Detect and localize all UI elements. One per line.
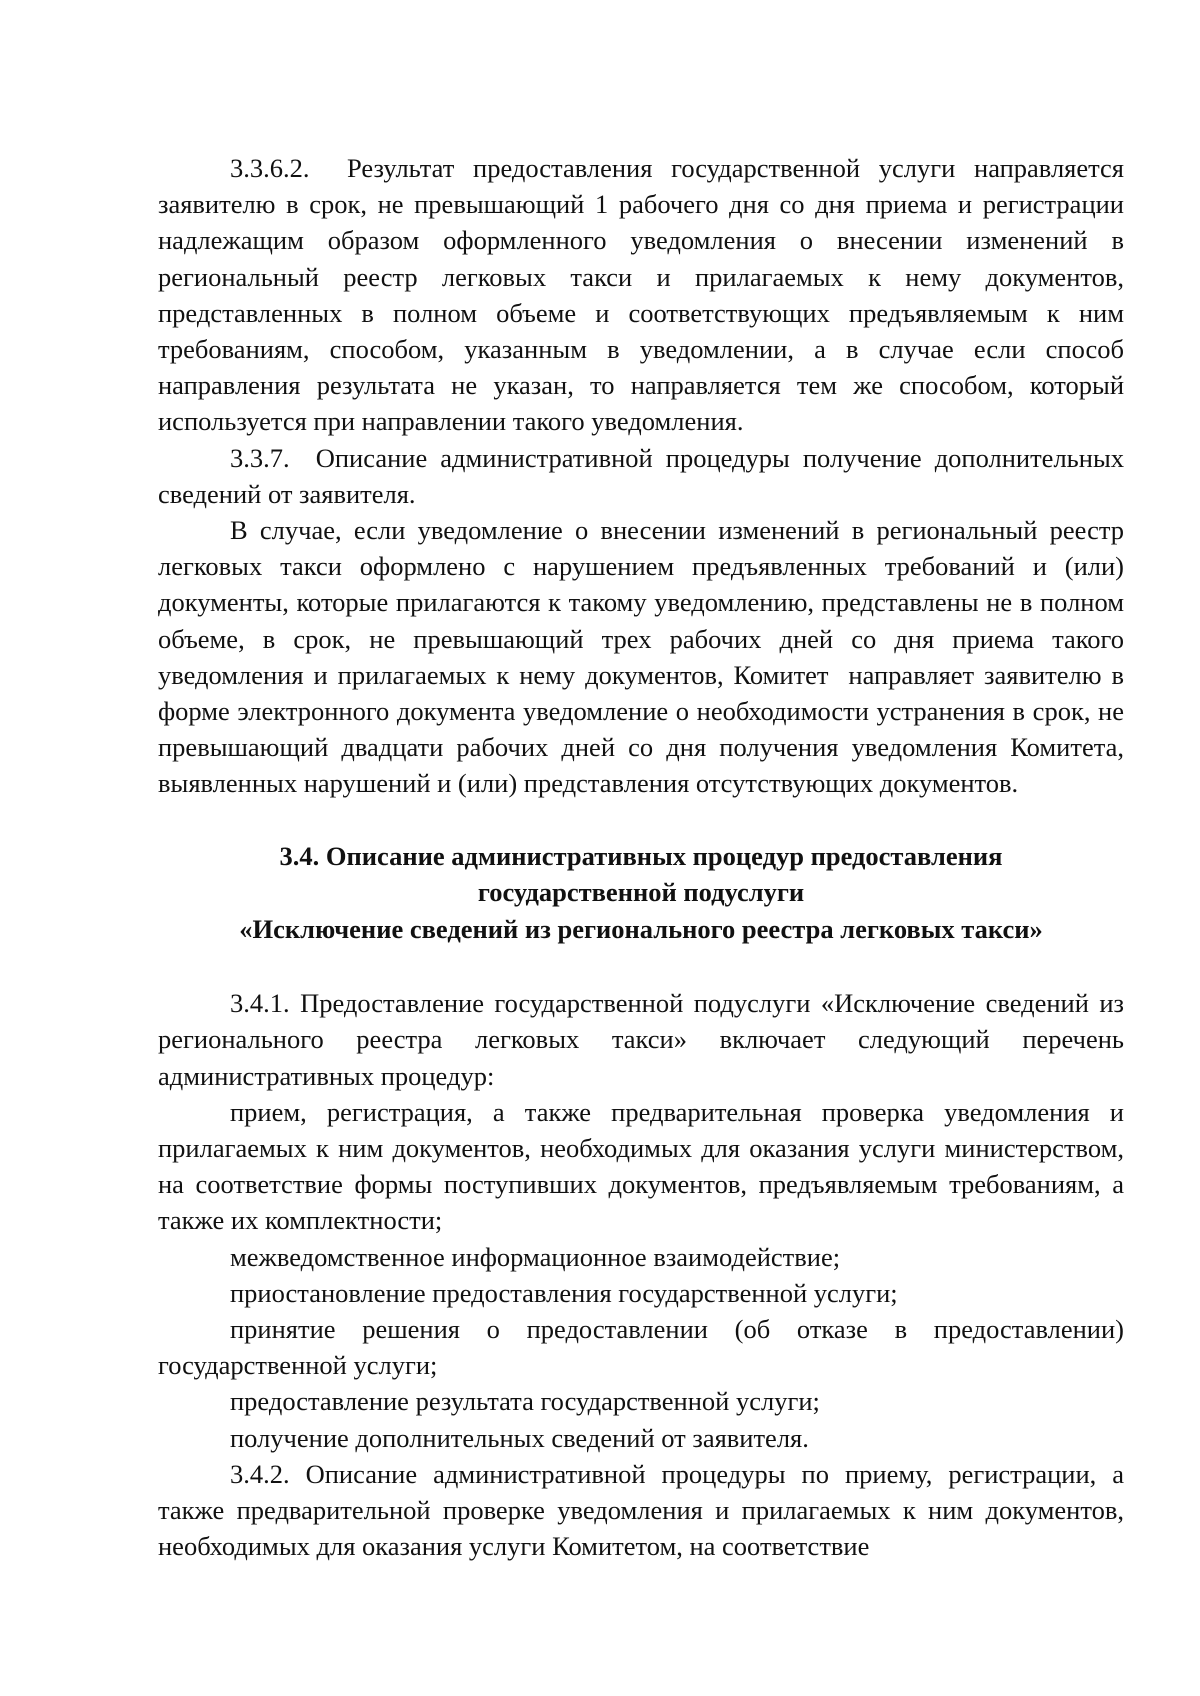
section-heading-3-4 <box>158 838 1124 948</box>
list-item-interagency: межведомственное информационное взаимодействие; <box>230 1241 841 1272</box>
paragraph-3-3-7: 3.3.7. Описание административной процедуры получение дополнительных сведений от заявителя. <box>158 442 1124 509</box>
list-item-suspension: приостановление предоставления государственной услуги; <box>230 1277 898 1308</box>
paragraph-3-3-7-body: В случае, если уведомление о внесении изменений в региональный реестр легковых такси оформлено с нарушением предъявленных требований и (или) документы, которые прилагаются к такому уведомлению, представлены не в полном объеме, в срок, не превышающий трех рабочих дней со дня приема такого уведомления и прилагаемых к нему документов, Комитет направляет заявителю в форме электронного документа уведомление о необходимости устранения в срок, не превышающий двадцати рабочих дней со дня получения уведомления Комитета, выявленных нарушений и (или) представления отсутствующих документов. <box>158 515 1124 799</box>
list-item-additional-info: получение дополнительных сведений от заявителя. <box>230 1422 809 1453</box>
list-item-result: предоставление результата государственной услуги; <box>230 1386 820 1417</box>
heading-line-1: 3.4. Описание административных процедур предоставления <box>279 840 1003 871</box>
heading-line-2: государственной подуслуги <box>477 877 805 908</box>
list-item-decision: принятие решения о предоставлении (об отказе в предоставлении) государственной услуги; <box>158 1313 1124 1381</box>
paragraph-3-4-2: 3.4.2. Описание административной процедуры по приему, регистрации, а также предварительной проверке уведомления и прилагаемых к ним документов, необходимых для оказания услуги Комитетом, на соответствие <box>158 1458 1124 1562</box>
paragraph-3-3-6-2: 3.3.6.2. Результат предоставления государственной услуги направляется заявителю в срок, не превышающий 1 рабочего дня со дня приема и регистрации надлежащим образом оформленного уведомления о внесении изменений в региональный реестр легковых такси и прилагаемых к нему документов, представленных в полном объеме и соответствующих предъявляемым к ним требованиям, способом, указанным в уведомлении, а в случае если способ направления результата не указан, то направляется тем же способом, который используется при направлении такого уведомления. <box>158 153 1124 437</box>
paragraph-3-4-1: 3.4.1. Предоставление государственной подуслуги «Исключение сведений из регионального реестра легковых такси» включает следующий перечень административных процедур: <box>158 988 1124 1091</box>
heading-line-3: «Исключение сведений из регионального реестра легковых такси» <box>239 913 1043 944</box>
list-item-reception: прием, регистрация, а также предварительная проверка уведомления и прилагаемых к ним документов, необходимых для оказания услуги министерством, на соответствие формы поступивших документов, предъявляемым требованиям, а также их комплектности; <box>158 1096 1124 1236</box>
document-page <box>158 150 1124 1564</box>
